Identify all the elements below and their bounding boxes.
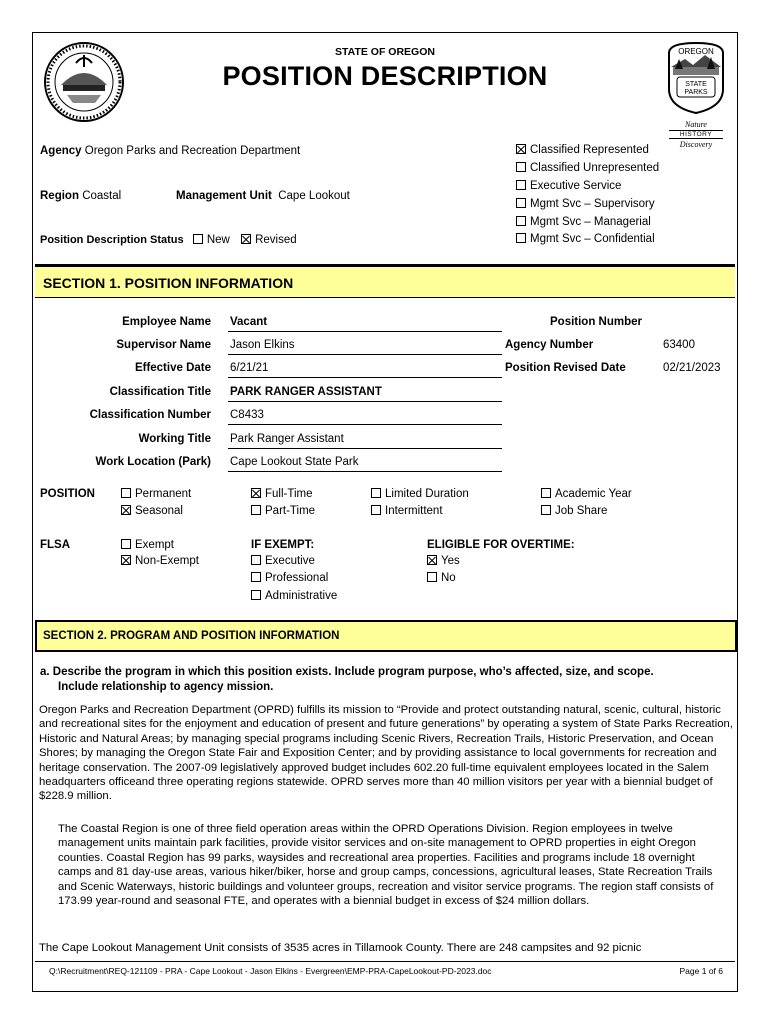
flsa-checkbox[interactable] bbox=[121, 555, 131, 565]
position-option-label: Permanent bbox=[135, 488, 192, 500]
overtime-label: ELIGIBLE FOR OVERTIME: bbox=[427, 539, 575, 551]
program-paragraph-1: Oregon Parks and Recreation Department (OPRD) fulfills its mission to “Provide and protect outstanding natural, scenic, cultural, historic and recreational sites for the enjoyment and education of present and future generations” by operating a system of State Parks Recreation, Historic and Natural Areas; by managing special programs including Scenic Rivers, Recreation Trails, Historic Preservation, and Ocean Shores; by managing the Oregon State Fair and Exposition Center; and by providing assistance to local governments for recreation and heritage conservation. The 2007-09 legislatively approved budget includes 602.20 full-time equivalent employees located in the Salem headquarters officeand three operating regions statewide. OPRD serves more than 40 million visitors per year with a biennial budget of $228.9 million. bbox=[39, 704, 733, 803]
supervisor-name-label: Supervisor Name bbox=[116, 339, 211, 351]
effective-date-field[interactable]: 6/21/21 bbox=[228, 362, 502, 378]
position-option-label: Intermittent bbox=[385, 505, 443, 517]
work-location-field[interactable]: Cape Lookout State Park bbox=[228, 456, 502, 472]
pd-status-new-checkbox[interactable] bbox=[193, 234, 203, 244]
employee-name-label: Employee Name bbox=[122, 316, 211, 328]
region-row bbox=[40, 190, 121, 202]
section1-title: SECTION 1. POSITION INFORMATION bbox=[43, 275, 294, 291]
class-type-label: Mgmt Svc – Confidential bbox=[530, 233, 655, 245]
region-value: Coastal bbox=[82, 190, 122, 202]
exempt-checkbox[interactable] bbox=[251, 572, 261, 582]
agency-row bbox=[40, 145, 300, 157]
class-type-managerial[interactable] bbox=[516, 216, 651, 228]
position-checkbox[interactable] bbox=[121, 488, 131, 498]
class-type-checkbox[interactable] bbox=[516, 180, 526, 190]
state-heading: STATE OF OREGON bbox=[335, 46, 435, 58]
flsa-non-exempt[interactable] bbox=[121, 555, 199, 567]
exempt-checkbox[interactable] bbox=[251, 590, 261, 600]
logo-state-text: STATE bbox=[685, 81, 707, 88]
exempt-executive[interactable] bbox=[251, 555, 315, 567]
class-type-label: Mgmt Svc – Supervisory bbox=[530, 198, 655, 210]
position-option-label: Academic Year bbox=[555, 488, 632, 500]
parks-badge-icon bbox=[663, 39, 729, 115]
position-part-time[interactable] bbox=[251, 505, 315, 517]
position-label: POSITION bbox=[40, 488, 95, 500]
mgmt-unit-label: Management Unit bbox=[176, 190, 272, 202]
work-location-label: Work Location (Park) bbox=[95, 456, 211, 468]
class-type-label: Executive Service bbox=[530, 180, 622, 192]
agency-number-value: 63400 bbox=[663, 339, 695, 351]
exempt-option-label: Executive bbox=[265, 555, 315, 567]
agency-number-label: Agency Number bbox=[505, 339, 594, 351]
overtime-option-label: No bbox=[441, 572, 456, 584]
logo-tag-history: HISTORY bbox=[669, 130, 723, 139]
position-checkbox[interactable] bbox=[251, 505, 261, 515]
question-a-line2: Include relationship to agency mission. bbox=[58, 681, 274, 693]
logo-oregon-text: OREGON bbox=[678, 47, 714, 56]
region-label: Region bbox=[40, 190, 79, 202]
exempt-professional[interactable] bbox=[251, 572, 328, 584]
agency-label: Agency bbox=[40, 145, 82, 157]
working-title-field[interactable]: Park Ranger Assistant bbox=[228, 433, 502, 449]
class-type-checkbox[interactable] bbox=[516, 198, 526, 208]
mgmt-unit-row bbox=[176, 190, 350, 202]
oregon-state-parks-logo bbox=[663, 39, 729, 147]
logo-parks-text: PARKS bbox=[684, 89, 708, 96]
section2-title: SECTION 2. PROGRAM AND POSITION INFORMATION bbox=[43, 630, 340, 642]
overtime-no[interactable] bbox=[427, 572, 456, 584]
position-checkbox[interactable] bbox=[541, 505, 551, 515]
class-type-unrepresented[interactable] bbox=[516, 162, 659, 174]
flsa-option-label: Exempt bbox=[135, 539, 174, 551]
flsa-label: FLSA bbox=[40, 539, 71, 551]
classification-number-field[interactable]: C8433 bbox=[228, 409, 502, 425]
position-option-label: Full-Time bbox=[265, 488, 313, 500]
pd-status-new-label: New bbox=[206, 234, 230, 246]
logo-tag-discovery: Discovery bbox=[679, 140, 713, 149]
position-revised-date-label: Position Revised Date bbox=[505, 362, 626, 374]
position-job-share[interactable] bbox=[541, 505, 607, 517]
classification-title-field[interactable]: PARK RANGER ASSISTANT bbox=[228, 386, 502, 402]
classification-title-label: Classification Title bbox=[109, 386, 211, 398]
section1-header bbox=[35, 264, 735, 298]
if-exempt-label: IF EXEMPT: bbox=[251, 539, 315, 551]
class-type-checkbox[interactable] bbox=[516, 233, 526, 243]
class-type-label: Mgmt Svc – Managerial bbox=[530, 216, 651, 228]
class-type-confidential[interactable] bbox=[516, 233, 655, 245]
footer-file-path: Q:\Recruitment\REQ-121109 - PRA - Cape Lookout - Jason Elkins - Evergreen\EMP-PRA-CapeLookout-PD-2023.doc bbox=[49, 966, 492, 976]
position-limited-duration[interactable] bbox=[371, 488, 469, 500]
page-title: POSITION DESCRIPTION bbox=[222, 61, 548, 91]
effective-date-label: Effective Date bbox=[134, 362, 211, 374]
position-checkbox[interactable] bbox=[251, 488, 261, 498]
employee-name-field[interactable]: Vacant bbox=[228, 316, 502, 332]
overtime-checkbox[interactable] bbox=[427, 572, 437, 582]
overtime-option-label: Yes bbox=[441, 555, 460, 567]
class-type-checkbox[interactable] bbox=[516, 162, 526, 172]
pd-status-label: Position Description Status bbox=[40, 234, 184, 246]
overtime-yes[interactable] bbox=[427, 555, 460, 567]
position-option-label: Seasonal bbox=[135, 505, 183, 517]
document-page bbox=[32, 32, 738, 992]
section2-header bbox=[35, 620, 737, 652]
position-number-label: Position Number bbox=[550, 316, 643, 328]
position-seasonal[interactable] bbox=[121, 505, 183, 517]
class-type-label: Classified Unrepresented bbox=[530, 162, 660, 174]
pd-status-revised-label: Revised bbox=[255, 234, 297, 246]
exempt-option-label: Administrative bbox=[265, 590, 338, 602]
position-option-label: Part-Time bbox=[265, 505, 316, 517]
program-paragraph-2: The Coastal Region is one of three field operation areas within the OPRD Operations Division. Region employees in twelve management units maintain park facilities, provide visitor services and on-site management to OPRD properties in eight Oregon counties. Coastal Region has 99 parks, waysides and recreational area properties. Facilities and programs include 18 overnight camps and 81 day-use areas, various hiker/biker, horse and group camps, concessions, agricultural leases, State Recreation Trails and Scenic Waterways, historic buildings and volunteer groups, recreation and visitor service programs. The region staff consists of 173.99 year-round and seasonal FTE, and operates with a biennial budget in excess of $24 million dollars. bbox=[58, 823, 714, 908]
class-type-checkbox[interactable] bbox=[516, 216, 526, 226]
flsa-exempt[interactable] bbox=[121, 539, 174, 551]
supervisor-name-field[interactable]: Jason Elkins bbox=[228, 339, 502, 355]
position-revised-date-value: 02/21/2023 bbox=[663, 362, 721, 374]
class-type-supervisory[interactable] bbox=[516, 198, 655, 210]
position-academic-year[interactable] bbox=[541, 488, 632, 500]
class-type-represented[interactable] bbox=[516, 144, 649, 156]
position-checkbox[interactable] bbox=[541, 488, 551, 498]
mgmt-unit-value: Cape Lookout bbox=[278, 190, 350, 202]
logo-tag-nature: Nature bbox=[685, 120, 707, 129]
program-paragraph-3: The Cape Lookout Management Unit consists of 3535 acres in Tillamook County. There are 248 campsites and 92 picnic bbox=[39, 942, 642, 954]
page-footer bbox=[35, 961, 735, 976]
classification-number-label: Classification Number bbox=[89, 409, 211, 421]
flsa-checkbox[interactable] bbox=[121, 539, 131, 549]
exempt-administrative[interactable] bbox=[251, 590, 337, 602]
agency-value: Oregon Parks and Recreation Department bbox=[84, 145, 301, 157]
flsa-option-label: Non-Exempt bbox=[135, 555, 199, 567]
working-title-label: Working Title bbox=[138, 433, 211, 445]
position-full-time[interactable] bbox=[251, 488, 313, 500]
footer-page-number: Page 1 of 6 bbox=[679, 966, 723, 976]
exempt-checkbox[interactable] bbox=[251, 555, 261, 565]
pd-status-revised-checkbox[interactable] bbox=[241, 234, 251, 244]
position-checkbox[interactable] bbox=[371, 505, 381, 515]
exempt-option-label: Professional bbox=[265, 572, 329, 584]
position-checkbox[interactable] bbox=[371, 488, 381, 498]
position-permanent[interactable] bbox=[121, 488, 191, 500]
position-option-label: Job Share bbox=[555, 505, 608, 517]
position-option-label: Limited Duration bbox=[385, 488, 469, 500]
class-type-executive[interactable] bbox=[516, 180, 621, 192]
class-type-checkbox[interactable] bbox=[516, 144, 526, 154]
position-checkbox[interactable] bbox=[121, 505, 131, 515]
pd-status-new[interactable] bbox=[193, 234, 230, 246]
position-intermittent[interactable] bbox=[371, 505, 443, 517]
pd-status-row bbox=[40, 234, 297, 246]
overtime-checkbox[interactable] bbox=[427, 555, 437, 565]
question-a-line1: a. Describe the program in which this position exists. Include program purpose, who’s affected, size, and scope. bbox=[40, 666, 654, 678]
class-type-label: Classified Represented bbox=[530, 144, 649, 156]
pd-status-revised[interactable] bbox=[241, 234, 297, 246]
